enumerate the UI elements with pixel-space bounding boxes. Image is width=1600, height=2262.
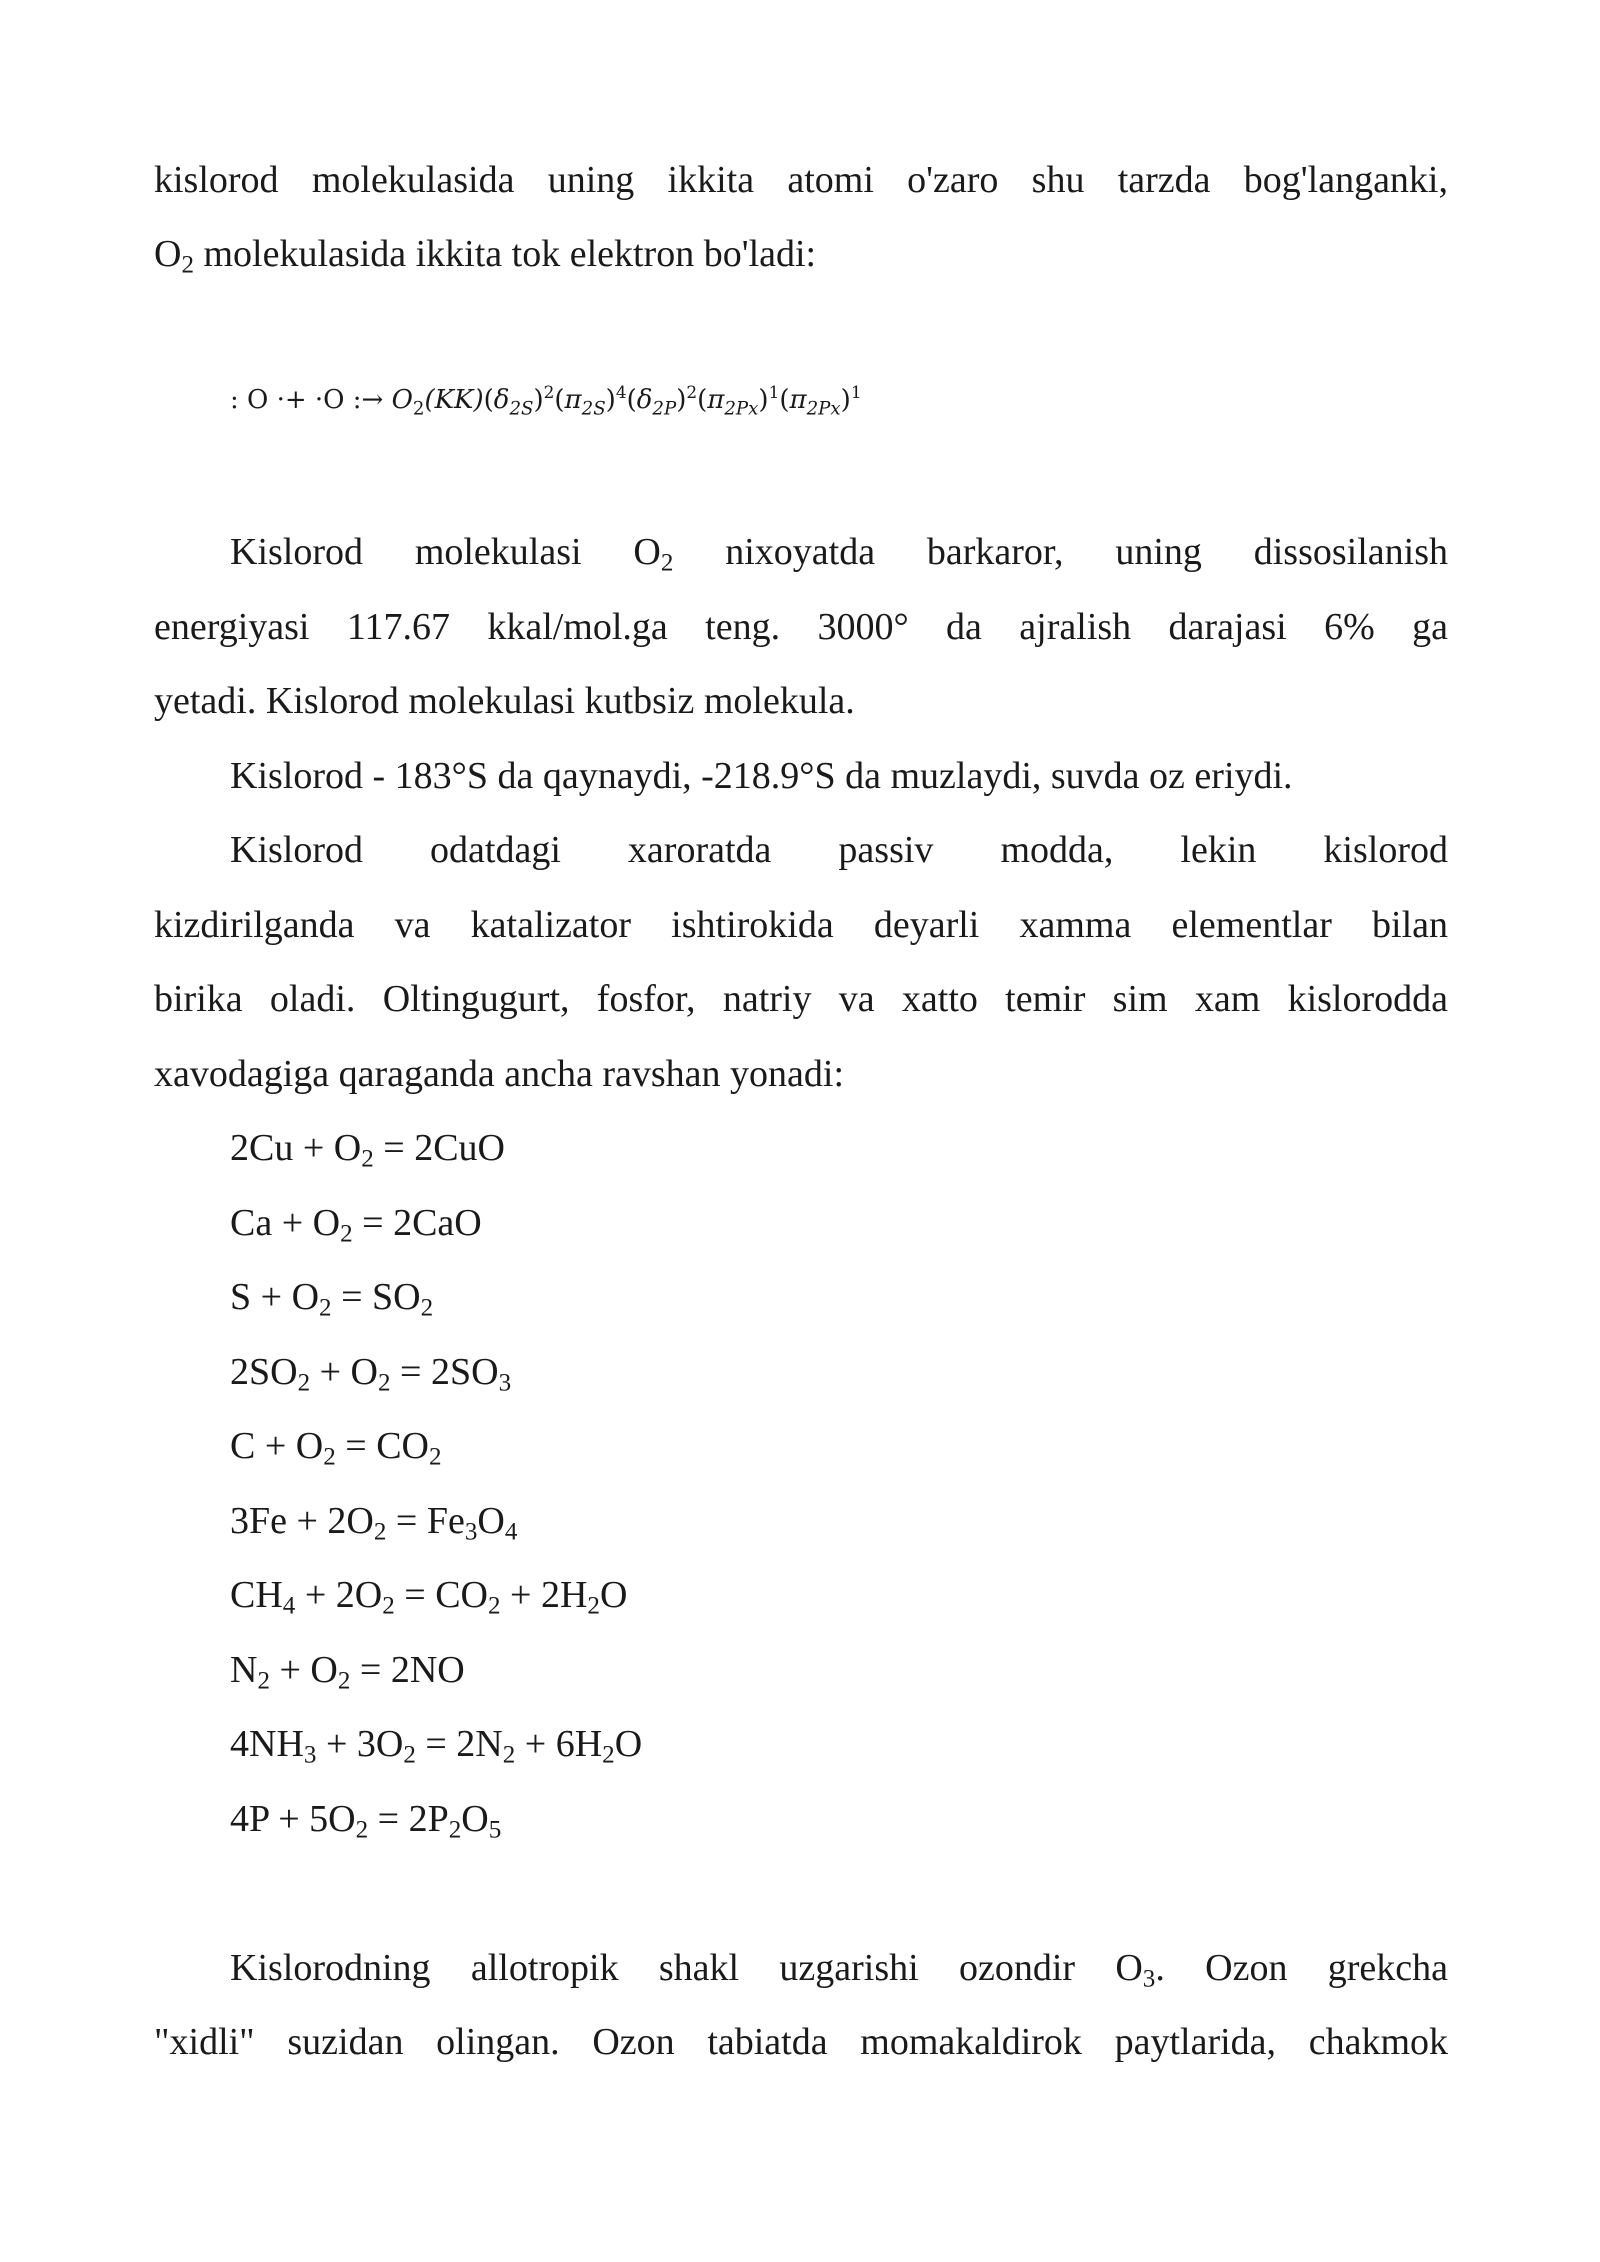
formula-term-5-symbol: π — [789, 385, 807, 415]
equation-text: Ca + O — [230, 1202, 341, 1244]
formula-term-3-sub: 2P — [652, 398, 677, 420]
paragraph-4-line-4: xavodagiga qaraganda ancha ravshan yonadi: — [154, 1053, 845, 1095]
equation-text: O — [461, 1798, 489, 1840]
subscript: 2 — [403, 1741, 416, 1769]
formula-term-2-sub: 2S — [581, 398, 606, 420]
subscript: 2 — [323, 1443, 336, 1471]
formula-term-1-symbol: δ — [493, 385, 510, 415]
chemical-equation — [230, 1497, 517, 1545]
text: Kislorodning allotropik shakl uzgarishi ozondir O — [230, 1947, 1143, 1989]
equation-text: 4NH — [230, 1723, 304, 1765]
equation-text: = SO — [331, 1276, 421, 1318]
paragraph-5-line-2: "xidli" suzidan olingan. Ozon tabiatda momakaldirok paytlarida, chakmok — [154, 2021, 1448, 2063]
chemical-equation — [230, 1348, 511, 1396]
subscript: 2 — [602, 1741, 615, 1769]
formula-o2-sub: 2 — [412, 398, 425, 420]
equation-text: = 2CuO — [373, 1127, 505, 1169]
formula-term-4-symbol: π — [707, 385, 725, 415]
paragraph-2-line-1 — [230, 528, 1448, 576]
subscript: 3 — [1142, 1965, 1156, 1993]
subscript: 3 — [464, 1518, 478, 1546]
formula-term-2-power: 4 — [615, 381, 627, 402]
equation-text: = Fe — [386, 1500, 465, 1542]
equation-text: O — [599, 1574, 628, 1616]
chemical-equation — [230, 1273, 433, 1321]
subscript: 5 — [488, 1816, 502, 1844]
subscript: 2 — [355, 1816, 369, 1844]
chemical-equation — [230, 1571, 627, 1619]
equation-text: 2SO — [230, 1351, 298, 1393]
paragraph-1-line-1: kislorod molekulasida uning ikkita atomi o'zaro shu tarzda bog'langanki, — [154, 159, 1448, 201]
paragraph-2-line-2: energiyasi 117.67 kkal/mol.ga teng. 3000° da ajralish darajasi 6% ga — [154, 606, 1448, 648]
equation-text: S + O — [230, 1276, 320, 1318]
chemical-equation — [230, 1124, 505, 1172]
chemical-equation — [230, 1646, 465, 1694]
formula-kk: (KK) — [424, 385, 484, 415]
paragraph-2-line-3: yetadi. Kislorod molekulasi kutbsiz molekula. — [154, 680, 855, 722]
formula-term-5-sub: 2Px — [806, 398, 841, 420]
equation-text: O — [477, 1500, 505, 1542]
equation-text: + 6H — [515, 1723, 603, 1765]
formula-lhs: : O ·+ ·O :→ — [230, 385, 384, 415]
equation-text: CH — [230, 1574, 283, 1616]
equation-text: = 2SO — [390, 1351, 499, 1393]
subscript: 2 — [297, 1369, 311, 1397]
subscript: 4 — [282, 1592, 296, 1620]
formula-term-3-symbol: δ — [636, 385, 653, 415]
subscript: 3 — [498, 1369, 512, 1397]
equation-text: = 2N — [415, 1723, 503, 1765]
paragraph-5-line-1 — [230, 1944, 1448, 1992]
equation-text: = 2CaO — [352, 1202, 482, 1244]
chemical-equation — [230, 1795, 501, 1843]
text: . Ozon grekcha — [1155, 1947, 1448, 1989]
text: O — [154, 233, 182, 275]
formula-term-5-power: 1 — [850, 381, 862, 402]
formula-term-1-power: 2 — [543, 381, 555, 402]
equation-text: = 2NO — [350, 1649, 465, 1691]
subscript: 2 — [448, 1816, 462, 1844]
text: molekulasida ikkita tok elektron bo'ladi: — [194, 233, 817, 275]
equation-text: 3Fe + 2O — [230, 1500, 374, 1542]
subscript: 2 — [337, 1667, 351, 1695]
subscript: 2 — [361, 1145, 374, 1173]
equation-text: 2Cu + O — [230, 1127, 362, 1169]
formula-term-3-power: 2 — [686, 381, 698, 402]
equation-text: + 2O — [295, 1574, 383, 1616]
equation-text: = 2P — [368, 1798, 449, 1840]
subscript: 2 — [373, 1518, 387, 1546]
equation-text: + O — [310, 1351, 378, 1393]
text: Kislorod molekulasi O — [230, 531, 661, 573]
subscript: 2 — [340, 1220, 353, 1248]
equation-text: = CO — [335, 1425, 429, 1467]
equation-text: + O — [270, 1649, 338, 1691]
equation-text: 4P + 5O — [230, 1798, 356, 1840]
equation-text: + 2H — [500, 1574, 588, 1616]
chemical-equation — [230, 1720, 642, 1768]
equation-text: O — [614, 1723, 643, 1765]
paragraph-4-line-3: birika oladi. Oltingugurt, fosfor, natriy va xatto temir sim xam kislorodda — [154, 978, 1448, 1020]
formula-term-1-sub: 2S — [509, 398, 534, 420]
paragraph-4-line-1: Kislorod odatdagi xaroratda passiv modda, lekin kislorod — [230, 829, 1448, 871]
formula-o2: O — [391, 385, 413, 415]
paragraph-3-line-1: Kislorod - 183°S da qaynaydi, -218.9°S da muzlaydi, suvda oz eriydi. — [230, 755, 1293, 797]
subscript: 2 — [420, 1294, 434, 1322]
equation-text: N — [230, 1649, 258, 1691]
formula-term-4-power: 1 — [768, 381, 780, 402]
subscript: 2 — [428, 1443, 442, 1471]
subscript: 2 — [487, 1592, 501, 1620]
subscript: 2 — [257, 1667, 270, 1695]
subscript: 2 — [319, 1294, 332, 1322]
paragraph-4-line-2: kizdirilganda va katalizator ishtirokida deyarli xamma elementlar bilan — [154, 904, 1448, 946]
electron-configuration-formula: : O ·+ ·O :→ $O_2(KK)(\delta_{2S})^2(\pi_{2S})^4(\delta_{2P})^2(\pi_{2Px})^1(\pi_{2Px})^1$ — [230, 381, 862, 420]
subscript: 4 — [504, 1518, 518, 1546]
subscript: 2 — [378, 1369, 391, 1397]
formula-term-4-sub: 2Px — [724, 398, 759, 420]
subscript: 2 — [660, 549, 674, 577]
text: nixoyatda barkaror, uning dissosilanish — [673, 531, 1448, 573]
subscript: 2 — [502, 1741, 516, 1769]
equation-text: + 3O — [316, 1723, 404, 1765]
equation-text: = CO — [394, 1574, 488, 1616]
subscript: 2 — [382, 1592, 395, 1620]
subscript: 2 — [181, 251, 194, 279]
chemical-equation — [230, 1199, 482, 1247]
subscript: 2 — [587, 1592, 600, 1620]
paragraph-1-line-2 — [154, 230, 816, 278]
chemical-equation — [230, 1422, 442, 1470]
formula-term-2-symbol: π — [564, 385, 582, 415]
equation-text: C + O — [230, 1425, 324, 1467]
subscript: 3 — [303, 1741, 317, 1769]
